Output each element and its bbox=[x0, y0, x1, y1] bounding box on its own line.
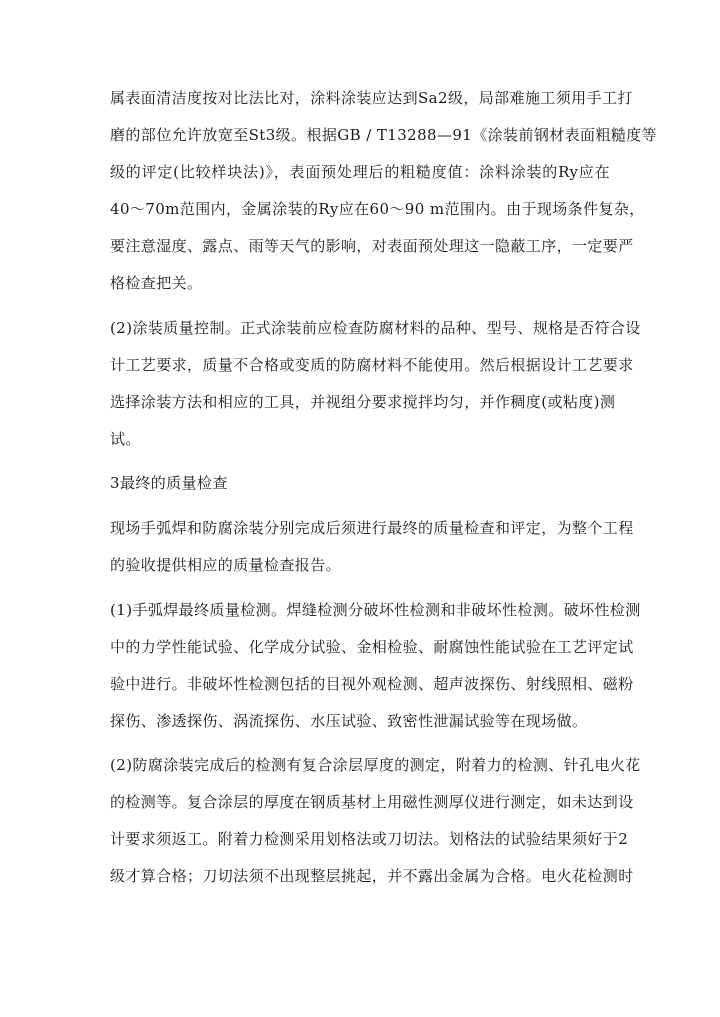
section-heading: 3最终的质量检查 bbox=[110, 474, 228, 492]
text-line: 格检查把关。 bbox=[110, 274, 203, 292]
text-line: 探伤、渗透探伤、涡流探伤、水压试验、致密性泄漏试验等在现场做。 bbox=[110, 712, 588, 730]
text-line: 中的力学性能试验、化学成分试验、金相检验、耐腐蚀性能试验在工艺评定试 bbox=[110, 638, 634, 656]
text-line: 计工艺要求，质量不合格或变质的防腐材料不能使用。然后根据设计工艺要求 bbox=[110, 356, 634, 374]
text-line: 级才算合格；刀切法须不出现整层挑起，并不露出金属为合格。电火花检测时 bbox=[110, 867, 634, 885]
text-line: 级的评定(比较样块法)》，表面预处理后的粗糙度值：涂料涂装的Ry应在 bbox=[110, 163, 610, 181]
text-line: 的检测等。复合涂层的厚度在钢质基材上用磁性测厚仪进行测定，如未达到设 bbox=[110, 793, 634, 811]
text-line: 选择涂装方法和相应的工具，并视组分要求搅拌均匀，并作稠度(或粘度)测 bbox=[110, 393, 616, 411]
text-line: 要注意湿度、露点、雨等天气的影响，对表面预处理这一隐蔽工序，一定要严 bbox=[110, 237, 634, 255]
text-line: (2)防腐涂装完成后的检测有复合涂层厚度的测定，附着力的检测、针孔电火花 bbox=[110, 756, 641, 774]
text-line: 现场手弧焊和防腐涂装分别完成后须进行最终的质量检查和评定，为整个工程 bbox=[110, 519, 634, 537]
text-line: 属表面清洁度按对比法比对，涂料涂装应达到Sa2级，局部难施工须用手工打 bbox=[110, 89, 633, 107]
text-line: (1)手弧焊最终质量检测。焊缝检测分破坏性检测和非破坏性检测。破坏性检测 bbox=[110, 601, 641, 619]
text-line: 40～70m范围内，金属涂装的Ry应在60～90 m范围内。由于现场条件复杂， bbox=[110, 200, 645, 218]
text-line: 试。 bbox=[110, 430, 141, 448]
text-line: 计要求须返工。附着力检测采用划格法或刀切法。划格法的试验结果须好于2 bbox=[110, 830, 629, 848]
text-line: 的验收提供相应的质量检查报告。 bbox=[110, 556, 342, 574]
text-line: 磨的部位允许放宽至St3级。根据GB / T13288—91《涂装前钢材表面粗糙度等 bbox=[110, 126, 658, 144]
text-line: 验中进行。非破坏性检测包括的目视外观检测、超声波探伤、射线照相、磁粉 bbox=[110, 675, 634, 693]
text-line: (2)涂装质量控制。正式涂装前应检查防腐材料的品种、型号、规格是否符合设 bbox=[110, 319, 641, 337]
